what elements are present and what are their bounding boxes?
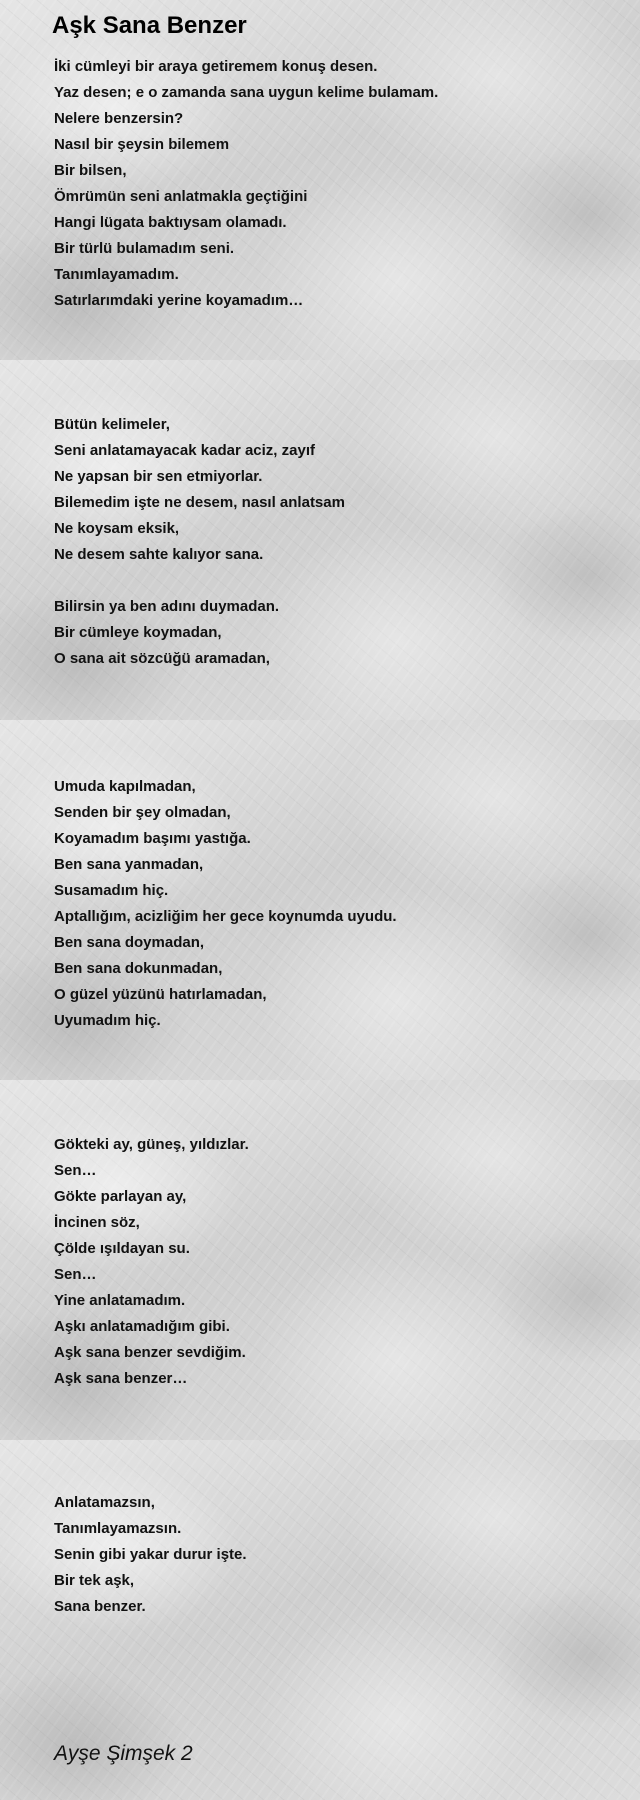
poem-line: Gökte parlayan ay,	[54, 1188, 187, 1205]
poem-line: O sana ait sözcüğü aramadan,	[54, 650, 270, 667]
poem-line: Susamadım hiç.	[54, 882, 169, 899]
poem-line: Ne koysam eksik,	[54, 520, 180, 537]
author-name: Ayşe Şimşek 2	[54, 1742, 193, 1765]
poem-line: Yaz desen; e o zamanda sana uygun kelime bulamam.	[54, 84, 439, 101]
poem-panel-2	[0, 360, 640, 720]
poem-line: Aşk sana benzer sevdiğim.	[54, 1344, 246, 1361]
poem-line: Koyamadım başımı yastığa.	[54, 830, 251, 847]
stanza-5	[54, 1490, 247, 1620]
poem-line: Bir cümleye koymadan,	[54, 624, 222, 641]
poem-line: Aptallığım, acizliğim her gece koynumda uyudu.	[54, 908, 397, 925]
poem-line: Bilemedim işte ne desem, nasıl anlatsam	[54, 494, 345, 511]
poem-line: Uyumadım hiç.	[54, 1012, 161, 1029]
poem-line: Sen…	[54, 1162, 97, 1179]
poem-line: O güzel yüzünü hatırlamadan,	[54, 986, 267, 1003]
stanza-2	[54, 412, 345, 672]
poem-title: Aşk Sana Benzer	[52, 12, 247, 39]
poem-line: Bir tek aşk,	[54, 1572, 135, 1589]
poem-line: Sana benzer.	[54, 1598, 146, 1615]
poem-line: Ben sana doymadan,	[54, 934, 205, 951]
poem-line: İki cümleyi bir araya getiremem konuş desen.	[54, 58, 378, 75]
poem-line: Tanımlayamadım.	[54, 266, 179, 283]
stanza-3	[54, 774, 397, 1034]
poem-line: Ne desem sahte kalıyor sana.	[54, 546, 264, 563]
stanza-1	[54, 54, 438, 314]
poem-line: İncinen söz,	[54, 1214, 140, 1231]
poem-line: Ömrümün seni anlatmakla geçtiğini	[54, 188, 308, 205]
poem-line: Senden bir şey olmadan,	[54, 804, 231, 821]
poem-line: Tanımlayamazsın.	[54, 1520, 182, 1537]
poem-line: Anlatamazsın,	[54, 1494, 155, 1511]
poem-panel-5	[0, 1440, 640, 1800]
poem-line: Gökteki ay, güneş, yıldızlar.	[54, 1136, 249, 1153]
stanza-break	[54, 568, 345, 594]
stanza-4	[54, 1132, 249, 1392]
poem-panel-3	[0, 720, 640, 1080]
poem-line: Nelere benzersin?	[54, 110, 184, 127]
poem-line: Bir bilsen,	[54, 162, 127, 179]
poem-line: Satırlarımdaki yerine koyamadım…	[54, 292, 304, 309]
poem-line: Çölde ışıldayan su.	[54, 1240, 190, 1257]
poem-line: Bütün kelimeler,	[54, 416, 170, 433]
poem-line: Ben sana yanmadan,	[54, 856, 204, 873]
poem-line: Nasıl bir şeysin bilemem	[54, 136, 230, 153]
poem-line: Aşkı anlatamadığım gibi.	[54, 1318, 230, 1335]
poem-line: Hangi lügata baktıysam olamadı.	[54, 214, 287, 231]
poem-line: Sen…	[54, 1266, 97, 1283]
poem-panel-1	[0, 0, 640, 360]
poem-line: Yine anlatamadım.	[54, 1292, 186, 1309]
poem-panel-4	[0, 1080, 640, 1440]
poem-line: Seni anlatamayacak kadar aciz, zayıf	[54, 442, 315, 459]
poem-line: Bilirsin ya ben adını duymadan.	[54, 598, 280, 615]
poem-line: Bir türlü bulamadım seni.	[54, 240, 235, 257]
poem-line: Ben sana dokunmadan,	[54, 960, 223, 977]
poem-line: Aşk sana benzer…	[54, 1370, 188, 1387]
poem-line: Senin gibi yakar durur işte.	[54, 1546, 247, 1563]
poem-line: Ne yapsan bir sen etmiyorlar.	[54, 468, 263, 485]
poem-line: Umuda kapılmadan,	[54, 778, 196, 795]
